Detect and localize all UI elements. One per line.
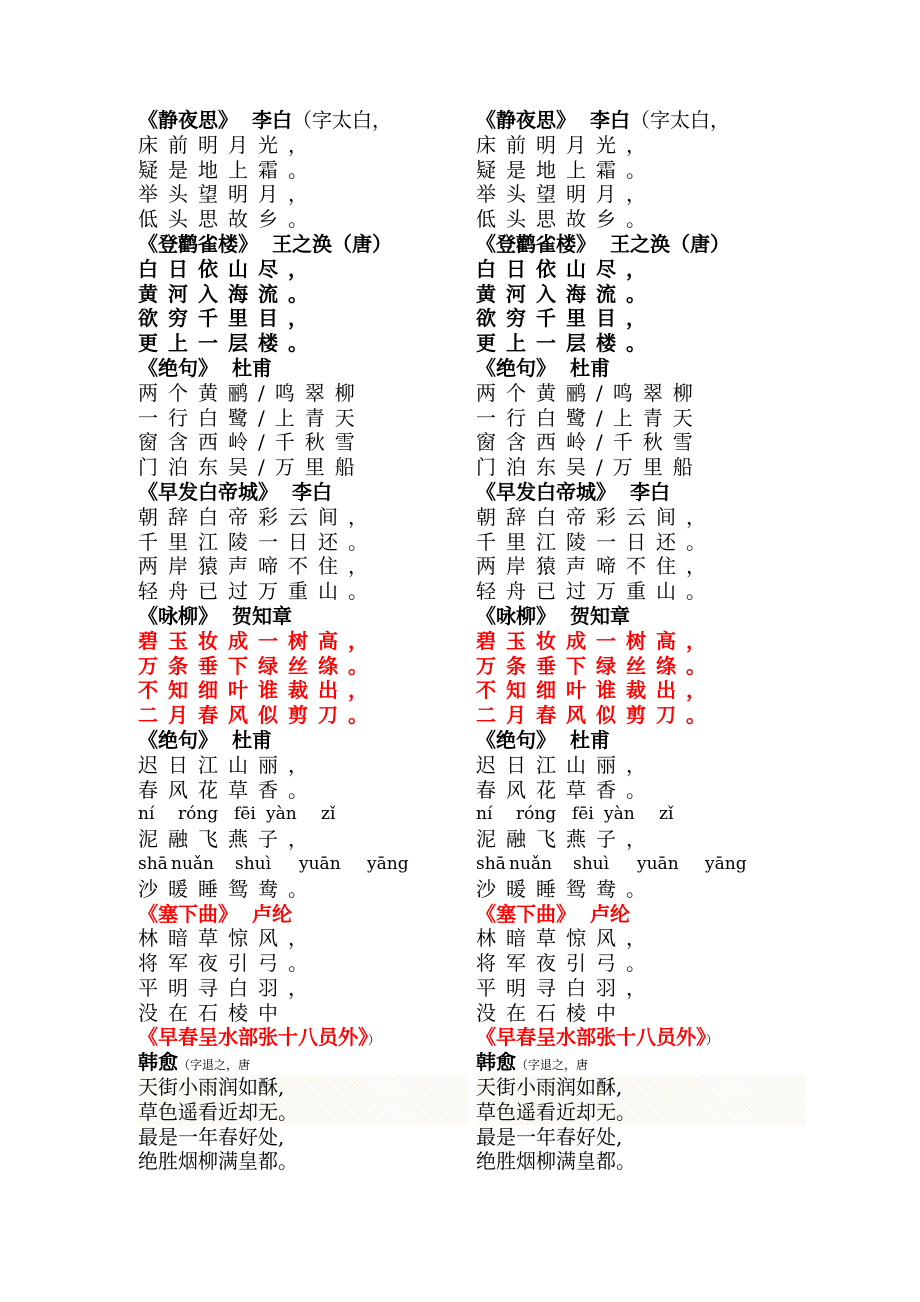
poem-line: 两岸猿声啼不住， <box>138 554 378 579</box>
poem-yongliu <box>476 604 806 728</box>
poem-line: 泥融飞燕子， <box>138 827 318 852</box>
poem-line: 轻舟已过万重山。 <box>476 579 716 604</box>
pinyin-line <box>138 852 468 877</box>
poem-line: 迟日江山丽， <box>138 752 318 777</box>
poem-title-line <box>476 232 806 257</box>
poem-line: 床前明月光， <box>138 132 318 157</box>
poem-line: 万条垂下绿丝绦。 <box>138 653 378 678</box>
poem-line: 千里江陵一日还。 <box>476 529 716 554</box>
poem-line: 一行白鹭/上青天 <box>138 405 365 430</box>
poem-line: 门泊东吴/万里船 <box>476 455 703 480</box>
poem-title-line <box>476 480 806 505</box>
author-note: （字退之，唐 <box>516 1058 589 1073</box>
pinyin-syllable: yāng <box>367 853 409 874</box>
poem-line: 两个黄鹂/鸣翠柳 <box>476 380 703 405</box>
poem-line: 林暗草惊风， <box>476 926 656 951</box>
poem-line: 平明寻白羽， <box>476 975 656 1000</box>
poem-line: 轻舟已过万重山。 <box>138 579 378 604</box>
right-column <box>476 108 806 1174</box>
poem-zaofabaidicheng <box>476 480 806 604</box>
pinyin-syllable: nuǎn <box>171 853 214 874</box>
poem-author-line <box>138 1050 468 1075</box>
poem-author: 杜甫 <box>232 727 272 752</box>
poem-title: 《咏柳》 <box>476 603 556 628</box>
poem-title: 《早春呈水部张十八员外》 <box>138 1025 368 1050</box>
poem-jueju-2 <box>476 728 806 902</box>
poem-jueju-2 <box>138 728 468 902</box>
poem-line: 黄河入海流。 <box>138 281 318 306</box>
poem-line: 两个黄鹂/鸣翠柳 <box>138 380 365 405</box>
pinyin-syllable: yuān <box>299 853 341 874</box>
poem-title: 《早发白帝城》 <box>476 479 616 504</box>
poem-author: 贺知章 <box>232 603 292 628</box>
poem-title: 《登鹳雀楼》 <box>476 231 596 256</box>
poem-author: 贺知章 <box>570 603 630 628</box>
poem-author: 韩愈 <box>138 1050 178 1075</box>
poem-title-line <box>476 902 806 927</box>
poem-line: 不知细叶谁裁出， <box>476 678 716 703</box>
poem-line: 草色遥看近却无。 <box>476 1100 806 1125</box>
pinyin-syllable: ní <box>476 804 493 825</box>
poem-title-line <box>138 1025 468 1050</box>
poem-title: 《登鹳雀楼》 <box>138 231 258 256</box>
poem-title: 《绝句》 <box>138 355 218 380</box>
poem-line: 沙暖睡鸳鸯。 <box>138 876 318 901</box>
poem-line: 碧玉妆成一树高， <box>138 628 378 653</box>
poem-saixiaqu <box>476 902 806 1026</box>
poem-line: 朝辞白帝彩云间， <box>476 504 716 529</box>
poem-zaochun <box>138 1025 468 1174</box>
poem-line: 欲穷千里目， <box>138 306 318 331</box>
poem-line: 泥融飞燕子， <box>476 827 656 852</box>
pinyin-line <box>476 852 806 877</box>
title-suffix: ） <box>706 1033 719 1048</box>
poem-line: 草色遥看近却无。 <box>138 1100 468 1125</box>
poem-line: 最是一年春好处, <box>138 1124 285 1149</box>
poem-line: 没在石棱中 <box>476 1000 626 1025</box>
poem-jingyesi <box>476 108 806 232</box>
pinyin-syllable: yàn <box>266 804 297 825</box>
poem-line: 白日依山尽， <box>476 256 656 281</box>
poem-line: 万条垂下绿丝绦。 <box>476 653 716 678</box>
poem-line: 天街小雨润如酥, <box>476 1075 806 1100</box>
poem-line: 平明寻白羽， <box>138 975 318 1000</box>
poem-zaofabaidicheng <box>138 480 468 604</box>
poem-jueju <box>476 356 806 480</box>
poem-line: 举头望明月， <box>138 182 318 207</box>
poem-author: 杜甫 <box>570 727 610 752</box>
poem-title: 《塞下曲》 <box>138 901 238 926</box>
poem-author: 李白 <box>292 479 332 504</box>
poem-saixiaqu <box>138 902 468 1026</box>
pinyin-syllable: ní <box>138 804 155 825</box>
poem-line: 碧玉妆成一树高， <box>476 628 716 653</box>
poem-zaochun <box>476 1025 806 1174</box>
poem-title: 《早春呈水部张十八员外》 <box>476 1025 706 1050</box>
poem-line: 绝胜烟柳满皇都。 <box>138 1149 298 1174</box>
poem-author: 王之涣（唐） <box>610 231 730 256</box>
poem-title-line <box>476 604 806 629</box>
poem-title: 《咏柳》 <box>138 603 218 628</box>
poem-title-line <box>138 902 468 927</box>
pinyin-line <box>476 802 806 827</box>
pinyin-syllable: shuì <box>573 853 610 874</box>
poem-title-line <box>138 604 468 629</box>
poem-title-line <box>476 1025 806 1050</box>
poem-title: 《绝句》 <box>476 355 556 380</box>
poem-author: 卢纶 <box>590 901 630 926</box>
poem-line: 低头思故乡。 <box>476 207 656 232</box>
poem-line: 白日依山尽， <box>138 256 318 281</box>
poem-title-line <box>138 356 468 381</box>
pinyin-syllable: róng <box>178 804 219 825</box>
poem-title: 《静夜思》 <box>476 108 576 132</box>
author-note: （字太白， <box>630 108 730 132</box>
poem-line: 将军夜引弓。 <box>476 951 656 976</box>
pinyin-syllable: shā <box>476 853 506 874</box>
poem-line: 更上一层楼。 <box>476 331 656 356</box>
pinyin-syllable: róng <box>516 804 557 825</box>
poem-line: 春风花草香。 <box>138 777 318 802</box>
poem-author: 杜甫 <box>570 355 610 380</box>
poem-line: 春风花草香。 <box>476 777 656 802</box>
poem-title-line <box>138 232 468 257</box>
poem-author: 杜甫 <box>232 355 272 380</box>
pinyin-syllable: zǐ <box>659 804 674 825</box>
poem-jueju <box>138 356 468 480</box>
poem-line: 窗含西岭/千秋雪 <box>138 430 365 455</box>
poem-line: 天街小雨润如酥, <box>138 1075 468 1100</box>
poem-title: 《塞下曲》 <box>476 901 576 926</box>
poem-title: 《绝句》 <box>476 727 556 752</box>
poem-line: 迟日江山丽， <box>476 752 656 777</box>
pinyin-syllable: shā <box>138 853 168 874</box>
poem-line: 将军夜引弓。 <box>138 951 318 976</box>
poem-author: 韩愈 <box>476 1050 516 1075</box>
poem-dengguanquelou <box>138 232 468 356</box>
left-column <box>138 108 468 1174</box>
pinyin-syllable: zǐ <box>321 804 336 825</box>
poem-line: 疑是地上霜。 <box>476 157 656 182</box>
pinyin-line <box>138 802 468 827</box>
poem-line: 举头望明月， <box>476 182 656 207</box>
poem-line: 二月春风似剪刀。 <box>476 703 716 728</box>
pinyin-syllable: yàn <box>604 804 635 825</box>
poem-line: 朝辞白帝彩云间， <box>138 504 378 529</box>
poem-jingyesi <box>138 108 468 232</box>
poem-line: 床前明月光， <box>476 132 656 157</box>
poem-yongliu <box>138 604 468 728</box>
poem-author: 王之涣（唐） <box>272 231 392 256</box>
poem-dengguanquelou <box>476 232 806 356</box>
poem-line: 两岸猿声啼不住， <box>476 554 716 579</box>
poem-line: 二月春风似剪刀。 <box>138 703 378 728</box>
poem-line: 疑是地上霜。 <box>138 157 318 182</box>
poem-line: 没在石棱中 <box>138 1000 288 1025</box>
poem-author-line <box>476 1050 806 1075</box>
poem-title-line <box>476 108 806 133</box>
poem-line: 门泊东吴/万里船 <box>138 455 365 480</box>
poem-line: 最是一年春好处, <box>476 1124 623 1149</box>
poem-title-line <box>476 728 806 753</box>
poem-title: 《静夜思》 <box>138 108 238 132</box>
author-note: （字退之，唐 <box>178 1058 251 1073</box>
poem-line: 沙暖睡鸳鸯。 <box>476 876 656 901</box>
poem-line: 千里江陵一日还。 <box>138 529 378 554</box>
poem-line: 黄河入海流。 <box>476 281 656 306</box>
poem-line: 不知细叶谁裁出， <box>138 678 378 703</box>
pinyin-syllable: fēi <box>572 804 594 825</box>
poem-line: 欲穷千里目， <box>476 306 656 331</box>
poem-line: 更上一层楼。 <box>138 331 318 356</box>
poem-line: 林暗草惊风， <box>138 926 318 951</box>
pinyin-syllable: nuǎn <box>509 853 552 874</box>
pinyin-syllable: yuān <box>637 853 679 874</box>
poem-title: 《早发白帝城》 <box>138 479 278 504</box>
poem-author: 卢纶 <box>252 901 292 926</box>
poem-title: 《绝句》 <box>138 727 218 752</box>
poem-title-line <box>138 108 468 133</box>
poem-line: 一行白鹭/上青天 <box>476 405 703 430</box>
title-suffix: ） <box>368 1033 381 1048</box>
poem-title-line <box>138 728 468 753</box>
poem-author: 李白 <box>630 479 670 504</box>
pinyin-syllable: fēi <box>234 804 256 825</box>
pinyin-syllable: yāng <box>705 853 747 874</box>
poem-line: 绝胜烟柳满皇都。 <box>476 1149 636 1174</box>
poem-line: 窗含西岭/千秋雪 <box>476 430 703 455</box>
author-note: （字太白， <box>292 108 392 132</box>
poem-title-line <box>476 356 806 381</box>
poem-title-line <box>138 480 468 505</box>
pinyin-syllable: shuì <box>235 853 272 874</box>
poem-author: 李白 <box>590 108 630 132</box>
poem-line: 低头思故乡。 <box>138 207 318 232</box>
poem-author: 李白 <box>252 108 292 132</box>
